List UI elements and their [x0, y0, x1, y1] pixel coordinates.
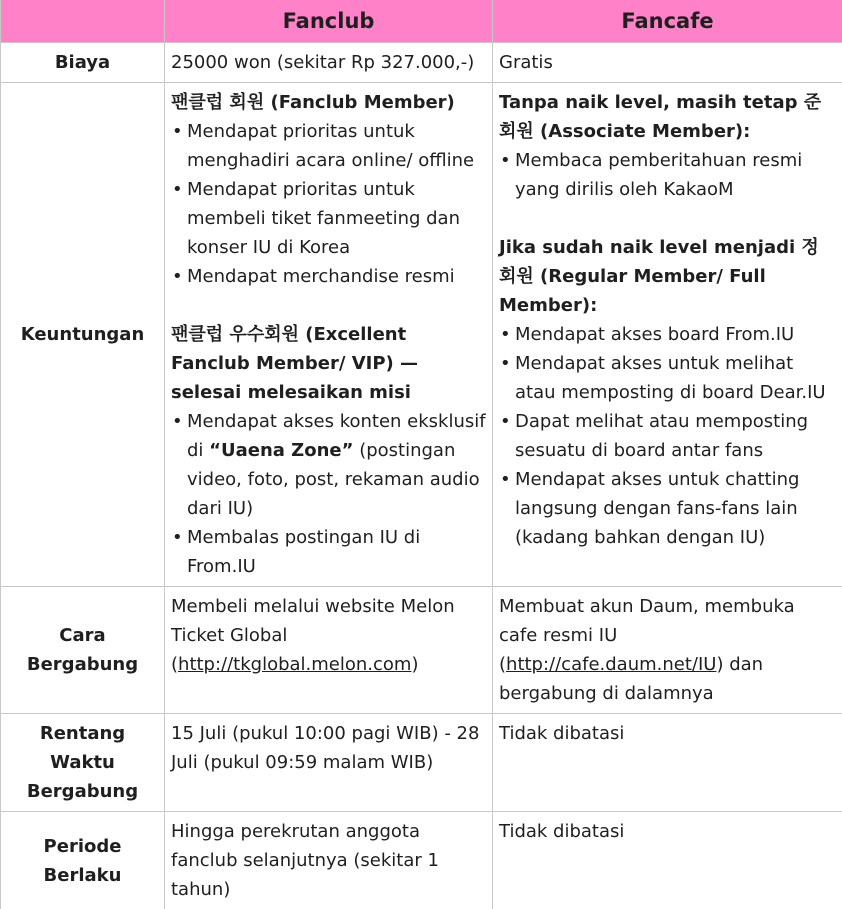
cara-fancafe-text-end: ) dan bergabung di dalamnya: [499, 654, 763, 704]
associate-member-benefits: [499, 146, 836, 204]
table-row-cara-bergabung: [1, 587, 842, 714]
table-row-keuntungan: [1, 83, 842, 587]
periode-fanclub: Hingga perekrutan anggota fanclub selanjutnya (sekitar 1 tahun): [165, 812, 493, 909]
list-item: • Mendapat akses untuk chatting langsung dengan fans-fans lain (kadang bahkan dengan IU): [515, 465, 836, 552]
cara-fanclub-text-end: ): [411, 654, 418, 675]
excellent-member-benefits: [171, 407, 486, 581]
list-item: • Mendapat akses board From.IU: [515, 320, 836, 349]
header-empty-cell: [1, 0, 165, 43]
list-item: • Mendapat prioritas untuk membeli tiket fanmeeting dan konser IU di Korea: [187, 175, 486, 262]
periode-fancafe: Tidak dibatasi: [493, 812, 842, 909]
associate-member-title: Tanpa naik level, masih tetap 준회원 (Associate Member):: [499, 88, 836, 146]
spacer: [499, 204, 836, 233]
regular-member-title: Jika sudah naik level menjadi 정회원 (Regular Member/ Full Member):: [499, 233, 836, 320]
row-label-rentang-waktu: Rentang Waktu Bergabung: [1, 714, 165, 812]
cara-fanclub: [165, 587, 493, 714]
keuntungan-fancafe: [493, 83, 842, 587]
list-item-text: (postingan video, foto, post, rekaman audio dari IU): [187, 440, 480, 519]
cara-fancafe-text: Membuat akun Daum, membuka cafe resmi IU (: [499, 596, 795, 675]
list-item: • Dapat melihat atau memposting sesuatu di board antar fans: [515, 407, 836, 465]
list-item: • Mendapat akses untuk melihat atau memposting di board Dear.IU: [515, 349, 836, 407]
row-label-keuntungan: Keuntungan: [1, 83, 165, 587]
cara-fancafe: [493, 587, 842, 714]
row-label-cara-bergabung: Cara Bergabung: [1, 587, 165, 714]
rentang-fancafe: Tidak dibatasi: [493, 714, 842, 812]
excellent-member-title: 팬클럽 우수회원 (Excellent Fanclub Member/ VIP) — selesai melesaikan misi: [171, 320, 486, 407]
list-item: • Mendapat prioritas untuk menghadiri acara online/ offline: [187, 117, 486, 175]
list-item: • Membaca pemberitahuan resmi yang dirilis oleh KakaoM: [515, 146, 836, 204]
regular-member-benefits: [499, 320, 836, 552]
header-fanclub: Fanclub: [165, 0, 493, 43]
header-row: [1, 0, 842, 43]
table-row-biaya: [1, 43, 842, 83]
header-fancafe: Fancafe: [493, 0, 842, 43]
cara-fanclub-text: Membeli melalui website Melon Ticket Global (: [171, 596, 455, 675]
list-item: [187, 407, 486, 523]
spacer: [171, 291, 486, 320]
uaena-zone-label: “Uaena Zone”: [209, 440, 353, 461]
fanclub-member-title: 팬클럽 회원 (Fanclub Member): [171, 88, 486, 117]
row-label-biaya: Biaya: [1, 43, 165, 83]
rentang-fanclub: 15 Juli (pukul 10:00 pagi WIB) - 28 Juli (pukul 09:59 malam WIB): [165, 714, 493, 812]
daum-cafe-link[interactable]: http://cafe.daum.net/IU: [506, 654, 716, 675]
list-item: • Membalas postingan IU di From.IU: [187, 523, 486, 581]
list-item-text: Mendapat akses konten eksklusif di: [187, 411, 486, 461]
list-item: • Mendapat merchandise resmi: [187, 262, 486, 291]
biaya-fancafe: Gratis: [493, 43, 842, 83]
fanclub-member-benefits: [171, 117, 486, 291]
table-row-rentang-waktu: [1, 714, 842, 812]
table-row-periode-berlaku: [1, 812, 842, 909]
keuntungan-fanclub: [165, 83, 493, 587]
biaya-fanclub: 25000 won (sekitar Rp 327.000,-): [165, 43, 493, 83]
melon-ticket-link[interactable]: http://tkglobal.melon.com: [178, 654, 411, 675]
row-label-periode-berlaku: Periode Berlaku: [1, 812, 165, 909]
